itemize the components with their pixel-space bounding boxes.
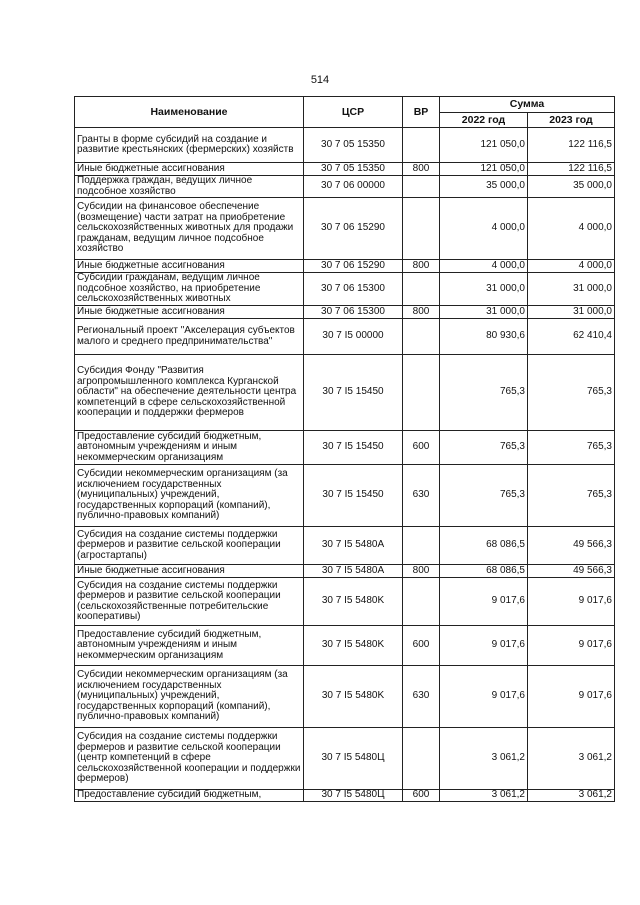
row-sum-2023: 9 017,6 (528, 578, 615, 626)
table-body (75, 128, 615, 802)
row-csr: 30 7 I5 5480A (304, 527, 403, 565)
row-sum-2023: 31 000,0 (528, 306, 615, 319)
table-row (75, 355, 615, 431)
row-csr: 30 7 05 15350 (304, 128, 403, 163)
row-sum-2022: 68 086,5 (440, 527, 528, 565)
table-row (75, 728, 615, 790)
table-row (75, 626, 615, 666)
row-name: Субсидии некоммерческим организациям (за исключением государственных (муниципальных) учреждений, государственных корпораций (компаний), публично-правовых компаний) (75, 666, 304, 728)
row-vr: 800 (403, 565, 440, 578)
table-row (75, 163, 615, 176)
row-vr: 600 (403, 790, 440, 802)
row-name: Иные бюджетные ассигнования (75, 565, 304, 578)
row-vr: 600 (403, 626, 440, 666)
table-row (75, 128, 615, 163)
row-sum-2023: 3 061,2 (528, 728, 615, 790)
row-vr: 630 (403, 666, 440, 728)
row-sum-2022: 68 086,5 (440, 565, 528, 578)
row-sum-2023: 3 061,2 (528, 790, 615, 802)
row-csr: 30 7 I5 5480A (304, 565, 403, 578)
row-sum-2022: 765,3 (440, 431, 528, 465)
row-sum-2023: 765,3 (528, 355, 615, 431)
row-sum-2022: 31 000,0 (440, 306, 528, 319)
table-row (75, 431, 615, 465)
page-number: 514 (310, 74, 330, 86)
row-vr: 630 (403, 465, 440, 527)
row-name: Субсидии гражданам, ведущим личное подсобное хозяйство, на приобретение сельскохозяйственных животных (75, 273, 304, 306)
row-csr: 30 7 I5 15450 (304, 431, 403, 465)
row-csr: 30 7 I5 5480Ц (304, 728, 403, 790)
table-row (75, 319, 615, 355)
row-sum-2023: 62 410,4 (528, 319, 615, 355)
row-vr (403, 176, 440, 198)
row-csr: 30 7 06 00000 (304, 176, 403, 198)
row-sum-2023: 765,3 (528, 431, 615, 465)
header-year-2023: 2023 год (528, 113, 615, 128)
row-sum-2022: 121 050,0 (440, 163, 528, 176)
row-vr: 800 (403, 306, 440, 319)
row-sum-2023: 9 017,6 (528, 626, 615, 666)
table-row (75, 565, 615, 578)
header-name: Наименование (75, 97, 304, 128)
row-vr (403, 527, 440, 565)
row-name: Гранты в форме субсидий на создание и развитие крестьянских (фермерских) хозяйств (75, 128, 304, 163)
row-csr: 30 7 I5 15450 (304, 355, 403, 431)
row-name: Субсидия Фонду "Развития агропромышленного комплекса Курганской области" на обеспечение деятельности центра компетенций в сфере сельскохозяйственной кооперации и поддержки фермеров (75, 355, 304, 431)
row-name: Предоставление субсидий бюджетным, автономным учреждениям и иным некоммерческим организациям (75, 431, 304, 465)
row-csr: 30 7 06 15290 (304, 198, 403, 260)
row-name: Поддержка граждан, ведущих личное подсобное хозяйство (75, 176, 304, 198)
row-csr: 30 7 I5 5480Ц (304, 790, 403, 802)
row-vr: 800 (403, 163, 440, 176)
row-vr (403, 355, 440, 431)
table-row (75, 465, 615, 527)
table-row (75, 273, 615, 306)
row-sum-2022: 35 000,0 (440, 176, 528, 198)
row-sum-2022: 80 930,6 (440, 319, 528, 355)
row-sum-2022: 121 050,0 (440, 128, 528, 163)
row-sum-2023: 122 116,5 (528, 128, 615, 163)
header-sum: Сумма (440, 97, 615, 113)
row-sum-2023: 4 000,0 (528, 260, 615, 273)
row-sum-2023: 9 017,6 (528, 666, 615, 728)
row-sum-2022: 765,3 (440, 465, 528, 527)
row-name: Иные бюджетные ассигнования (75, 306, 304, 319)
row-csr: 30 7 05 15350 (304, 163, 403, 176)
row-sum-2023: 49 566,3 (528, 565, 615, 578)
row-csr: 30 7 I5 5480K (304, 626, 403, 666)
row-sum-2022: 9 017,6 (440, 626, 528, 666)
row-vr: 600 (403, 431, 440, 465)
header-vr: ВР (403, 97, 440, 128)
row-sum-2023: 765,3 (528, 465, 615, 527)
table-row (75, 666, 615, 728)
row-sum-2022: 3 061,2 (440, 790, 528, 802)
row-vr (403, 728, 440, 790)
row-vr (403, 578, 440, 626)
row-sum-2023: 35 000,0 (528, 176, 615, 198)
row-sum-2022: 9 017,6 (440, 578, 528, 626)
row-name: Субсидия на создание системы поддержки фермеров и развитие сельской кооперации (агростартапы) (75, 527, 304, 565)
row-name: Субсидии на финансовое обеспечение (возмещение) части затрат на приобретение сельскохозяйственных животных для продажи гражданам, ведущим личное подсобное хозяйство (75, 198, 304, 260)
row-vr: 800 (403, 260, 440, 273)
header-year-2022: 2022 год (440, 113, 528, 128)
row-csr: 30 7 06 15290 (304, 260, 403, 273)
row-name: Субсидия на создание системы поддержки фермеров и развитие сельской кооперации (центр компетенций в сфере сельскохозяйственной кооперации и поддержки фермеров) (75, 728, 304, 790)
row-sum-2023: 31 000,0 (528, 273, 615, 306)
row-vr (403, 273, 440, 306)
row-csr: 30 7 I5 15450 (304, 465, 403, 527)
table-row (75, 260, 615, 273)
row-csr: 30 7 I5 5480K (304, 578, 403, 626)
row-name: Предоставление субсидий бюджетным, (75, 790, 304, 802)
row-csr: 30 7 06 15300 (304, 306, 403, 319)
row-name: Предоставление субсидий бюджетным, автономным учреждениям и иным некоммерческим организациям (75, 626, 304, 666)
table-row (75, 176, 615, 198)
row-sum-2022: 3 061,2 (440, 728, 528, 790)
row-name: Субсидии некоммерческим организациям (за исключением государственных (муниципальных) учреждений, государственных корпораций (компаний), публично-правовых компаний) (75, 465, 304, 527)
row-sum-2022: 9 017,6 (440, 666, 528, 728)
budget-table (74, 96, 615, 802)
row-sum-2023: 4 000,0 (528, 198, 615, 260)
row-name: Региональный проект "Акселерация субъектов малого и среднего предпринимательства" (75, 319, 304, 355)
table-row (75, 306, 615, 319)
row-csr: 30 7 I5 00000 (304, 319, 403, 355)
row-vr (403, 198, 440, 260)
table-row (75, 198, 615, 260)
row-vr (403, 319, 440, 355)
row-sum-2022: 4 000,0 (440, 198, 528, 260)
row-sum-2023: 122 116,5 (528, 163, 615, 176)
row-name: Субсидия на создание системы поддержки фермеров и развитие сельской кооперации (сельскохозяйственные потребительские кооперативы) (75, 578, 304, 626)
header-csr: ЦСР (304, 97, 403, 128)
row-name: Иные бюджетные ассигнования (75, 163, 304, 176)
row-sum-2023: 49 566,3 (528, 527, 615, 565)
row-sum-2022: 31 000,0 (440, 273, 528, 306)
table-row (75, 790, 615, 802)
table-row (75, 527, 615, 565)
row-csr: 30 7 06 15300 (304, 273, 403, 306)
row-name: Иные бюджетные ассигнования (75, 260, 304, 273)
table-row (75, 578, 615, 626)
row-sum-2022: 765,3 (440, 355, 528, 431)
row-csr: 30 7 I5 5480K (304, 666, 403, 728)
row-sum-2022: 4 000,0 (440, 260, 528, 273)
row-vr (403, 128, 440, 163)
